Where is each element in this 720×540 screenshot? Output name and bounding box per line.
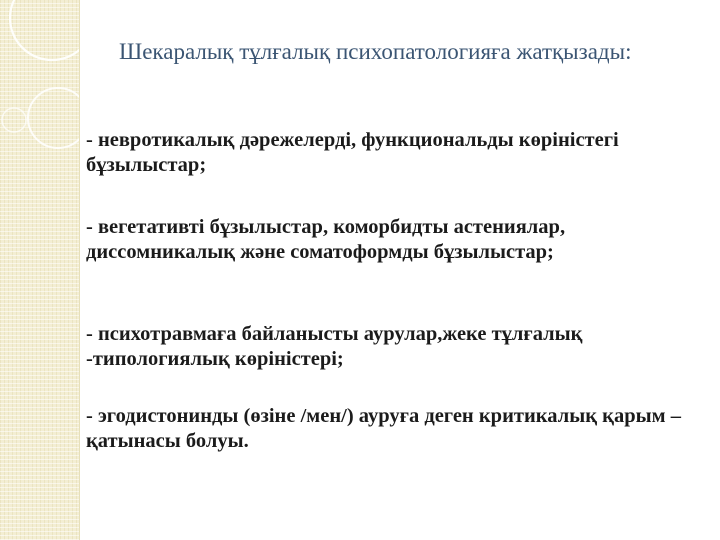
- bullet-item: - эгодистонинды (өзіне /мен/) ауруға деген критикалық қарым – қатынасы болуы.: [86, 405, 681, 452]
- circle-ornament-icon: [0, 0, 79, 540]
- bullet-item: - вегетативті бұзылыстар, коморбидты астениялар, диссомникалық және соматоформды бұзылыстар;: [86, 216, 566, 263]
- decorative-sidebar: [0, 0, 80, 540]
- bullet-item: - психотравмаға байланысты аурулар,жеке тұлғалық -типологиялық көріністері;: [86, 323, 583, 370]
- bullet-item: - невротикалық дәрежелерді, функциональды көріністегі бұзылыстар;: [86, 129, 619, 176]
- slide-title: Шекаралық тұлғалық психопатологияға жатқызады:: [119, 39, 632, 64]
